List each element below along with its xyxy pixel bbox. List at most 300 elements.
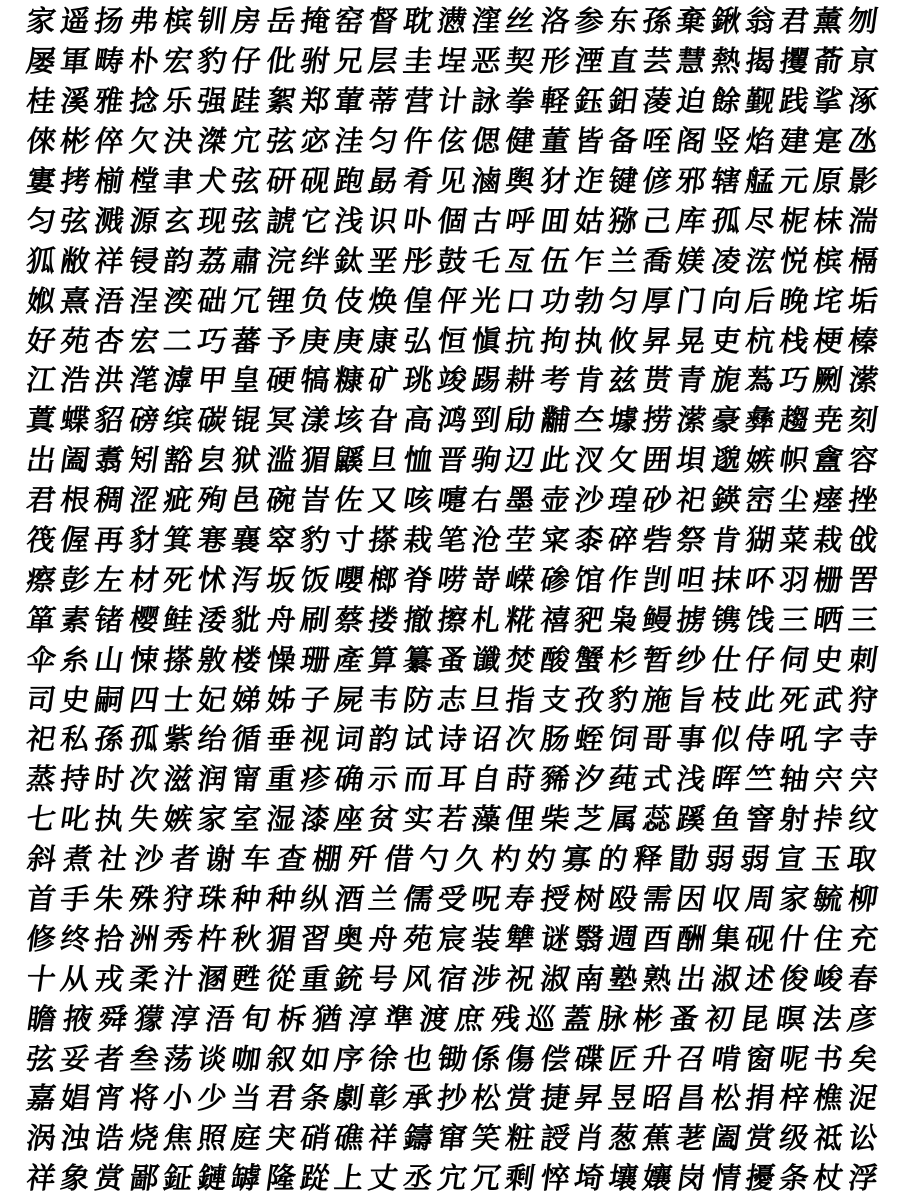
calligraphy-character: 犒 [298, 363, 332, 398]
calligraphy-character: 戎 [92, 961, 127, 996]
calligraphy-character: 梗 [811, 323, 846, 358]
calligraphy-character: 姊 [263, 682, 298, 717]
calligraphy-character: 昆 [738, 1001, 773, 1036]
calligraphy-character: 视 [298, 722, 332, 757]
calligraphy-character: 沙 [572, 483, 606, 518]
calligraphy-character: 伞 [24, 642, 59, 677]
calligraphy-character: 槟 [811, 243, 846, 278]
calligraphy-character: 失 [126, 802, 161, 837]
calligraphy-character: 豺 [126, 523, 161, 558]
calligraphy-character: 觐 [743, 84, 778, 119]
calligraphy-character: 彝 [743, 403, 778, 438]
calligraphy-character: 俚 [503, 802, 538, 837]
calligraphy-character: 充 [845, 921, 880, 956]
character-row [24, 640, 880, 680]
calligraphy-character: 呪 [469, 882, 504, 917]
calligraphy-character: 呢 [777, 1041, 812, 1076]
calligraphy-character: 妃 [195, 682, 230, 717]
calligraphy-character: 康 [366, 323, 401, 358]
calligraphy-character: 捷 [537, 1081, 572, 1116]
calligraphy-character: 掳 [674, 602, 709, 637]
calligraphy-character: 宏 [161, 44, 196, 79]
calligraphy-character: 鍈 [708, 483, 743, 518]
calligraphy-character: 树 [572, 882, 606, 917]
calligraphy-character: 秀 [161, 921, 196, 956]
calligraphy-character: 级 [777, 1121, 812, 1156]
calligraphy-character: 荔 [195, 243, 230, 278]
calligraphy-character: 柝 [274, 1001, 309, 1036]
calligraphy-character: 昌 [674, 1081, 709, 1116]
calligraphy-character: 冗 [469, 1161, 504, 1196]
calligraphy-character: 芝 [572, 802, 606, 837]
calligraphy-character: 肖 [572, 1121, 606, 1156]
calligraphy-character: 焕 [366, 283, 401, 318]
calligraphy-character: 似 [708, 722, 743, 757]
calligraphy-character: 情 [708, 1161, 743, 1196]
calligraphy-character: 浅 [332, 203, 367, 238]
calligraphy-character: 强 [195, 84, 230, 119]
calligraphy-character: 赏 [503, 1081, 538, 1116]
calligraphy-character: 焰 [743, 124, 778, 159]
calligraphy-character: 叁 [126, 1041, 161, 1076]
calligraphy-character: 倅 [92, 124, 127, 159]
calligraphy-character: 鼷 [332, 443, 367, 478]
calligraphy-character: 殊 [126, 882, 161, 917]
calligraphy-character: 酸 [537, 642, 572, 677]
calligraphy-character: 韵 [161, 243, 196, 278]
calligraphy-character: 糸 [58, 642, 93, 677]
calligraphy-character: 营 [400, 84, 435, 119]
character-row [24, 122, 880, 162]
calligraphy-character: 者 [167, 842, 202, 877]
calligraphy-character: 坂 [263, 562, 298, 597]
calligraphy-character: 荖 [674, 1121, 709, 1156]
calligraphy-character: 肴 [400, 164, 435, 198]
calligraphy-character: 键 [606, 164, 641, 198]
calligraphy-character: 宿 [435, 961, 469, 996]
calligraphy-character: 寀 [537, 523, 572, 558]
calligraphy-character: 鱼 [708, 802, 743, 837]
calligraphy-character: 辖 [708, 164, 743, 198]
calligraphy-character: 湙 [161, 283, 196, 318]
calligraphy-character: 劂 [811, 363, 846, 398]
calligraphy-character: 口 [503, 283, 538, 318]
calligraphy-character: 撤 [400, 602, 435, 637]
calligraphy-character: 肠 [537, 722, 572, 757]
calligraphy-character: 熹 [58, 283, 93, 318]
character-row [24, 880, 880, 920]
calligraphy-character: 汊 [572, 443, 606, 478]
calligraphy-character: 江 [24, 363, 59, 398]
calligraphy-character: 娰 [24, 283, 59, 318]
calligraphy-character: 字 [811, 722, 846, 757]
calligraphy-character: 洪 [92, 363, 127, 398]
calligraphy-character: 甦 [229, 961, 264, 996]
calligraphy-character: 功 [537, 283, 572, 318]
calligraphy-character: 啃 [708, 1041, 743, 1076]
calligraphy-character: 熟 [640, 961, 675, 996]
calligraphy-character: 杭 [743, 323, 778, 358]
calligraphy-character: 珧 [400, 363, 435, 398]
calligraphy-character: 瘗 [811, 483, 846, 518]
calligraphy-character: 勖 [667, 842, 701, 877]
calligraphy-character: 武 [811, 682, 846, 717]
calligraphy-character: 趨 [777, 403, 812, 438]
calligraphy-character: 帜 [777, 443, 812, 478]
calligraphy-character: 残 [488, 1001, 523, 1036]
calligraphy-character: 槅 [845, 243, 880, 278]
calligraphy-character: 収 [708, 882, 743, 917]
calligraphy-character: 叙 [263, 1041, 298, 1076]
calligraphy-character: 纱 [674, 642, 709, 677]
calligraphy-character: 珊 [298, 642, 332, 677]
calligraphy-character: 桂 [24, 84, 59, 119]
calligraphy-character: 刎 [845, 4, 880, 39]
calligraphy-character: 咥 [640, 124, 675, 159]
calligraphy-character: 将 [126, 1081, 161, 1116]
calligraphy-character: 札 [469, 602, 504, 637]
calligraphy-character: 巧 [777, 363, 812, 398]
calligraphy-character: 兰 [606, 243, 641, 278]
calligraphy-character: 苑 [400, 921, 435, 956]
calligraphy-character: 烧 [126, 1121, 161, 1156]
calligraphy-character: 懆 [263, 642, 298, 677]
calligraphy-character: 攸 [606, 323, 641, 358]
calligraphy-character: 猢 [743, 523, 778, 558]
calligraphy-character: 皆 [572, 124, 606, 159]
calligraphy-character: 杏 [92, 323, 127, 358]
calligraphy-character: 初 [702, 1001, 737, 1036]
calligraphy-character: 蝶 [58, 403, 93, 438]
calligraphy-character: 猕 [606, 203, 641, 238]
calligraphy-character: 絮 [263, 84, 298, 119]
calligraphy-character: 柅 [777, 203, 812, 238]
calligraphy-character: 掖 [60, 1001, 95, 1036]
calligraphy-character: 愼 [469, 323, 504, 358]
calligraphy-character: 防 [400, 682, 435, 717]
calligraphy-character: 擾 [743, 1161, 778, 1196]
calligraphy-character: 浯 [203, 1001, 238, 1036]
calligraphy-character: 亰 [845, 44, 880, 79]
calligraphy-character: 舆 [503, 164, 538, 198]
character-row [24, 481, 880, 521]
calligraphy-character: 哥 [640, 722, 675, 757]
calligraphy-character: 嗣 [92, 682, 127, 717]
calligraphy-character: 恒 [435, 323, 469, 358]
calligraphy-character: 事 [674, 722, 709, 757]
calligraphy-character: 墨 [503, 483, 538, 518]
calligraphy-character: 偿 [537, 1041, 572, 1076]
calligraphy-character: 嫉 [161, 802, 196, 837]
calligraphy-character: 樱 [126, 602, 161, 637]
calligraphy-character: 锟 [229, 403, 264, 438]
calligraphy-character: 抄 [435, 1081, 469, 1116]
calligraphy-character: 聿 [161, 164, 196, 198]
calligraphy-character: 阖 [708, 1121, 743, 1156]
calligraphy-character: 诰 [92, 1121, 127, 1156]
calligraphy-character: 朴 [126, 44, 161, 79]
calligraphy-character: 抗 [503, 323, 538, 358]
calligraphy-character: 终 [58, 921, 93, 956]
character-row [24, 82, 880, 122]
calligraphy-character: 山 [92, 642, 127, 677]
calligraphy-character: 酉 [640, 921, 675, 956]
calligraphy-character: 拾 [92, 921, 127, 956]
calligraphy-character: 仳 [263, 44, 298, 79]
calligraphy-character: 浩 [58, 363, 93, 398]
calligraphy-character: 悦 [777, 243, 812, 278]
calligraphy-character: 射 [777, 802, 812, 837]
calligraphy-character: 自 [469, 762, 504, 797]
calligraphy-character: 埼 [572, 1161, 606, 1196]
calligraphy-character: 重 [298, 961, 332, 996]
calligraphy-character: 劇 [332, 1081, 367, 1116]
calligraphy-character: 弱 [702, 842, 737, 877]
calligraphy-character: 装 [469, 921, 504, 956]
calligraphy-character: 青 [674, 363, 709, 398]
calligraphy-character: 粧 [503, 1121, 538, 1156]
calligraphy-character: 宏 [126, 323, 161, 358]
character-row [24, 919, 880, 959]
calligraphy-character: 焚 [503, 642, 538, 677]
calligraphy-character: 狩 [161, 882, 196, 917]
calligraphy-character: 元 [777, 164, 812, 198]
calligraphy-character: 巧 [195, 323, 230, 358]
calligraphy-character: 君 [24, 483, 59, 518]
character-row [24, 321, 880, 361]
calligraphy-character: 脉 [595, 1001, 630, 1036]
calligraphy-character: 后 [743, 283, 778, 318]
calligraphy-character: 揭 [743, 44, 778, 79]
calligraphy-character: 樵 [811, 1081, 846, 1116]
calligraphy-character: 犲 [537, 164, 572, 198]
calligraphy-character: 鏈 [195, 1161, 230, 1196]
calligraphy-character: 葷 [332, 84, 367, 119]
calligraphy-character: 垂 [263, 722, 298, 757]
calligraphy-character: 予 [263, 323, 298, 358]
calligraphy-character: 滗 [126, 363, 161, 398]
calligraphy-character: 咳 [400, 483, 435, 518]
calligraphy-character: 晃 [674, 323, 709, 358]
calligraphy-character: 少 [195, 1081, 230, 1116]
calligraphy-character: 健 [503, 124, 538, 159]
calligraphy-character: 偟 [400, 283, 435, 318]
calligraphy-character: 扬 [92, 4, 127, 39]
calligraphy-character: 承 [400, 1081, 435, 1116]
calligraphy-character: 南 [572, 961, 606, 996]
calligraphy-character: 晖 [708, 762, 743, 797]
calligraphy-character: 囬 [537, 203, 572, 238]
calligraphy-character: 矣 [845, 1041, 880, 1076]
calligraphy-character: 而 [400, 762, 435, 797]
calligraphy-character: 椾 [92, 164, 127, 198]
calligraphy-character: 寿 [503, 882, 538, 917]
calligraphy-character: 参 [572, 4, 606, 39]
calligraphy-character: 毓 [811, 882, 846, 917]
calligraphy-character: 盦 [811, 443, 846, 478]
calligraphy-character: 沙 [132, 842, 166, 877]
calligraphy-character: 栅 [811, 562, 846, 597]
calligraphy-character: 房 [229, 4, 264, 39]
calligraphy-character: 史 [58, 682, 93, 717]
calligraphy-character: 阁 [674, 124, 709, 159]
calligraphy-character: 嵜 [469, 562, 504, 597]
calligraphy-character: 窗 [743, 1041, 778, 1076]
calligraphy-character: 剄 [469, 403, 504, 438]
calligraphy-character: 挲 [811, 84, 846, 119]
calligraphy-character: 鈤 [606, 84, 641, 119]
character-row [24, 1119, 880, 1159]
calligraphy-character: 吥 [743, 562, 778, 597]
calligraphy-character: 条 [777, 1161, 812, 1196]
calligraphy-character: 隆 [263, 1161, 298, 1196]
calligraphy-character: 肯 [708, 523, 743, 558]
calligraphy-character: 史 [811, 642, 846, 677]
calligraphy-character: 仔 [743, 642, 778, 677]
calligraphy-character: 疵 [161, 483, 196, 518]
calligraphy-character: 寠 [24, 164, 59, 198]
calligraphy-character: 碜 [537, 562, 572, 597]
calligraphy-character: 犨 [503, 921, 538, 956]
character-row [24, 1079, 880, 1119]
calligraphy-character: 餘 [708, 84, 743, 119]
calligraphy-character: 厚 [640, 283, 675, 318]
calligraphy-character: 垩 [366, 243, 401, 278]
calligraphy-character: 洼 [332, 124, 367, 159]
calligraphy-character: 杓 [488, 842, 523, 877]
calligraphy-character: 滥 [263, 443, 298, 478]
calligraphy-character: 纂 [400, 642, 435, 677]
calligraphy-character: 刷 [298, 602, 332, 637]
calligraphy-character: 犬 [195, 164, 230, 198]
calligraphy-character: 弦 [263, 124, 298, 159]
calligraphy-character: 次 [126, 762, 161, 797]
calligraphy-character: 诏 [469, 722, 504, 757]
calligraphy-character: 东 [606, 4, 641, 39]
calligraphy-character: 準 [381, 1001, 416, 1036]
calligraphy-character: 春 [845, 961, 880, 996]
calligraphy-character: 循 [229, 722, 264, 757]
calligraphy-character: 执 [572, 323, 606, 358]
calligraphy-character: 寸 [332, 523, 367, 558]
calligraphy-character: 冗 [229, 283, 264, 318]
calligraphy-character: 圭 [400, 44, 435, 79]
calligraphy-character: 鈦 [332, 243, 367, 278]
calligraphy-character: 松 [708, 1081, 743, 1116]
calligraphy-character: 指 [503, 682, 538, 717]
calligraphy-character: 漥 [469, 4, 504, 39]
calligraphy-character: 剀 [640, 562, 675, 597]
calligraphy-character: 涩 [126, 483, 161, 518]
calligraphy-character: 個 [435, 203, 469, 238]
calligraphy-character: 棄 [674, 4, 709, 39]
calligraphy-character: 悴 [537, 1161, 572, 1196]
calligraphy-character: 松 [469, 1081, 504, 1116]
calligraphy-character: 孤 [126, 722, 161, 757]
calligraphy-character: 升 [640, 1041, 675, 1076]
calligraphy-character: 搽 [161, 642, 196, 677]
calligraphy-character: 壤 [606, 1161, 641, 1196]
calligraphy-character: 剩 [503, 1161, 538, 1196]
calligraphy-character: 轴 [777, 762, 812, 797]
calligraphy-character: 古 [469, 203, 504, 238]
calligraphy-character: 掩 [298, 4, 332, 39]
calligraphy-character: 源 [126, 203, 161, 238]
calligraphy-character: 宊 [263, 1121, 298, 1156]
calligraphy-character: 碗 [263, 483, 298, 518]
calligraphy-character: 㿝 [195, 443, 230, 478]
calligraphy-character: 集 [708, 921, 743, 956]
calligraphy-character: 馆 [572, 562, 606, 597]
calligraphy-character: 溪 [58, 84, 93, 119]
calligraphy-character: 孃 [640, 1161, 675, 1196]
calligraphy-character: 弘 [400, 323, 435, 358]
calligraphy-character: 需 [640, 882, 675, 917]
calligraphy-character: 持 [58, 762, 93, 797]
calligraphy-character: 嚶 [332, 562, 367, 597]
calligraphy-character: 浧 [126, 283, 161, 318]
calligraphy-character: 士 [161, 682, 196, 717]
calligraphy-character: 匀 [606, 283, 641, 318]
calligraphy-character: 嵘 [503, 562, 538, 597]
calligraphy-character: 奥 [332, 921, 367, 956]
character-row [24, 999, 880, 1039]
calligraphy-character: 敝 [58, 243, 93, 278]
calligraphy-character: 滹 [161, 363, 196, 398]
calligraphy-character: 周 [743, 882, 778, 917]
calligraphy-character: 直 [606, 44, 641, 79]
calligraphy-character: 寋 [195, 523, 230, 558]
calligraphy-character: 杵 [195, 921, 230, 956]
calligraphy-character: 住 [811, 921, 846, 956]
calligraphy-character: 柴 [537, 802, 572, 837]
calligraphy-character: 材 [126, 562, 161, 597]
calligraphy-character: 媄 [674, 243, 709, 278]
calligraphy-character: 榛 [845, 323, 880, 358]
calligraphy-character: 跑 [332, 164, 367, 198]
calligraphy-character: 皇 [229, 363, 264, 398]
calligraphy-character: 钏 [195, 4, 230, 39]
calligraphy-character: 湿 [263, 802, 298, 837]
character-row [24, 1159, 880, 1199]
calligraphy-character: 囲 [640, 443, 675, 478]
calligraphy-character: 矿 [366, 363, 401, 398]
calligraphy-character: 家 [24, 4, 59, 39]
character-row [24, 201, 880, 241]
calligraphy-character: 岀 [674, 961, 709, 996]
calligraphy-character: 门 [674, 283, 709, 318]
calligraphy-character: 董 [537, 124, 572, 159]
calligraphy-character: 矧 [126, 443, 161, 478]
calligraphy-character: 宍 [845, 762, 880, 797]
calligraphy-character: 旦 [366, 443, 401, 478]
calligraphy-character: 俊 [777, 961, 812, 996]
calligraphy-character: 槟 [161, 4, 196, 39]
calligraphy-character: 淑 [537, 961, 572, 996]
calligraphy-character: 计 [435, 84, 469, 119]
calligraphy-character: 朱 [92, 882, 127, 917]
calligraphy-character: 姑 [572, 203, 606, 238]
calligraphy-character: 照 [195, 1121, 230, 1156]
calligraphy-character: 屡 [24, 44, 59, 79]
calligraphy-character: 翥 [92, 443, 127, 478]
calligraphy-character: 蓋 [560, 1001, 594, 1036]
calligraphy-character: 拳 [503, 84, 538, 119]
calligraphy-character: 谜 [537, 921, 572, 956]
calligraphy-character: 库 [674, 203, 709, 238]
calligraphy-character: 重 [263, 762, 298, 797]
calligraphy-character: 蒍 [743, 363, 778, 398]
